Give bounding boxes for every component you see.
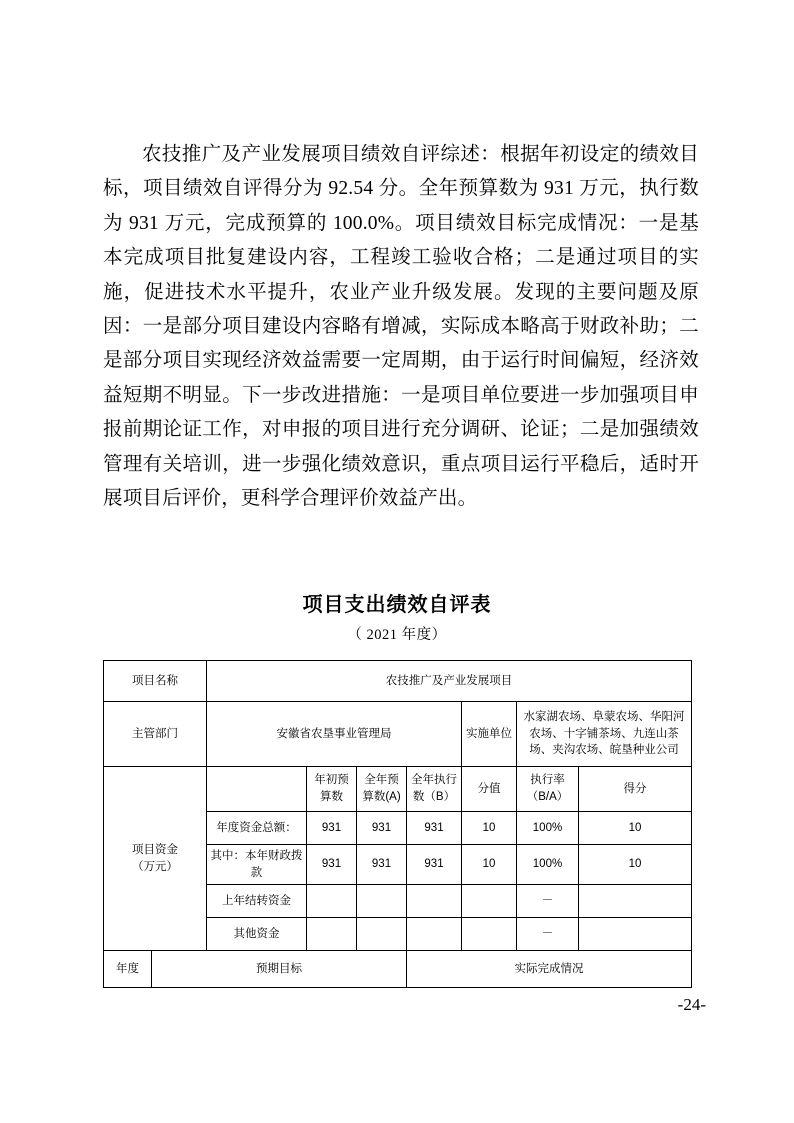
summary-paragraph <box>103 138 699 516</box>
cell-score-value <box>462 918 517 951</box>
implementing-unit-value: 水家湖农场、阜蒙农场、华阳河农场、十字铺茶场、九连山茶场、夹沟农场、皖垦种业公司 <box>517 702 692 767</box>
cell-initial-budget: 931 <box>307 845 357 885</box>
summary-paragraph-text: 农技推广及产业发展项目绩效自评综述：根据年初设定的绩效目标，项目绩效自评得分为 92.54 分。全年预算数为 931 万元，执行数为 931 万元，完成预算的 100.0%。项目绩效目标完成情况：一是基本完成项目批复建设内容，工程竣工验收合格；二是通过项目的实施，促进技术水平提升，农业产业升级发展。发现的主要问题及原因：一是部分项目建设内容略有增减，实际成本略高于财政补助；二是部分项目实现经济效益需要一定周期，由于运行时间偏短，经济效益短期不明显。下一步改进措施：一是项目单位要进一步加强项目申报前期论证工作，对申报的项目进行充分调研、论证；二是加强绩效管理有关培训，进一步强化绩效意识，重点项目运行平稳后，适时开展项目后评价，更科学合理评价效益产出。 <box>103 144 699 510</box>
cell-annual-execution <box>407 885 462 918</box>
cell-execution-rate: － <box>517 918 579 951</box>
header-annual-execution <box>407 767 462 812</box>
cell-annual-execution: 931 <box>407 845 462 885</box>
implementing-unit-label: 实施单位 <box>462 702 517 767</box>
cell-annual-budget: 931 <box>357 845 407 885</box>
cell-initial-budget <box>307 885 357 918</box>
header-initial-budget-line2: 算数 <box>320 791 343 803</box>
table-row <box>104 702 692 767</box>
cell-execution-rate: － <box>517 885 579 918</box>
cell-score <box>579 918 692 951</box>
header-execution-rate <box>517 767 579 812</box>
cell-annual-budget: 931 <box>357 812 407 845</box>
table-row <box>104 661 692 702</box>
cell-execution-rate: 100% <box>517 845 579 885</box>
header-annual-budget-line2: 算数(A) <box>362 791 401 803</box>
row-label-other-funds: 其他资金 <box>207 918 307 951</box>
cell-score: 10 <box>579 845 692 885</box>
header-annual-execution-line2: 数（B） <box>412 791 456 803</box>
page-title: 项目支出绩效自评表 <box>302 594 492 616</box>
header-execution-rate-line1: 执行率 <box>530 774 565 787</box>
cell-initial-budget: 931 <box>307 812 357 845</box>
cell-execution-rate: 100% <box>517 812 579 845</box>
page-number: -24- <box>677 995 706 1014</box>
expected-target-label: 预期目标 <box>152 951 407 988</box>
funds-label-line1: 项目资金 <box>132 844 178 856</box>
table-row <box>104 767 692 812</box>
cell-annual-execution <box>407 918 462 951</box>
row-label-fiscal-appropriation: 其中：本年财政拨款 <box>207 845 307 885</box>
cell-score-value: 10 <box>462 812 517 845</box>
cell-annual-budget <box>357 885 407 918</box>
row-label-total-funds: 年度资金总额： <box>207 812 307 845</box>
project-name-label: 项目名称 <box>104 661 207 702</box>
header-score: 得分 <box>579 767 692 812</box>
header-annual-execution-line1: 全年执行 <box>411 774 457 787</box>
cell-initial-budget <box>307 918 357 951</box>
cell-score-value: 10 <box>462 845 517 885</box>
cell-score-value <box>462 885 517 918</box>
actual-completion-label: 实际完成情况 <box>407 951 692 988</box>
header-initial-budget-line1: 年初预 <box>314 774 349 787</box>
header-annual-budget-line1: 全年预 <box>364 774 399 787</box>
header-initial-budget <box>307 767 357 812</box>
funds-label <box>104 767 207 951</box>
header-execution-rate-line2: （B/A） <box>526 791 569 803</box>
department-value: 安徽省农垦事业管理局 <box>207 702 462 767</box>
header-score-value: 分值 <box>462 767 517 812</box>
funds-label-line2: （万元） <box>132 860 178 873</box>
page-subtitle: （ 2021 年度） <box>347 627 447 643</box>
cell-score: 10 <box>579 812 692 845</box>
table-row <box>104 951 692 988</box>
year-label: 年度 <box>104 951 152 988</box>
cell-annual-execution: 931 <box>407 812 462 845</box>
project-name-value: 农技推广及产业发展项目 <box>207 661 692 702</box>
cell-score <box>579 885 692 918</box>
department-label: 主管部门 <box>104 702 207 767</box>
empty-corner-cell <box>207 767 307 812</box>
header-annual-budget <box>357 767 407 812</box>
row-label-carryover-funds: 上年结转资金 <box>207 885 307 918</box>
cell-annual-budget <box>357 918 407 951</box>
performance-self-evaluation-table <box>103 660 692 988</box>
